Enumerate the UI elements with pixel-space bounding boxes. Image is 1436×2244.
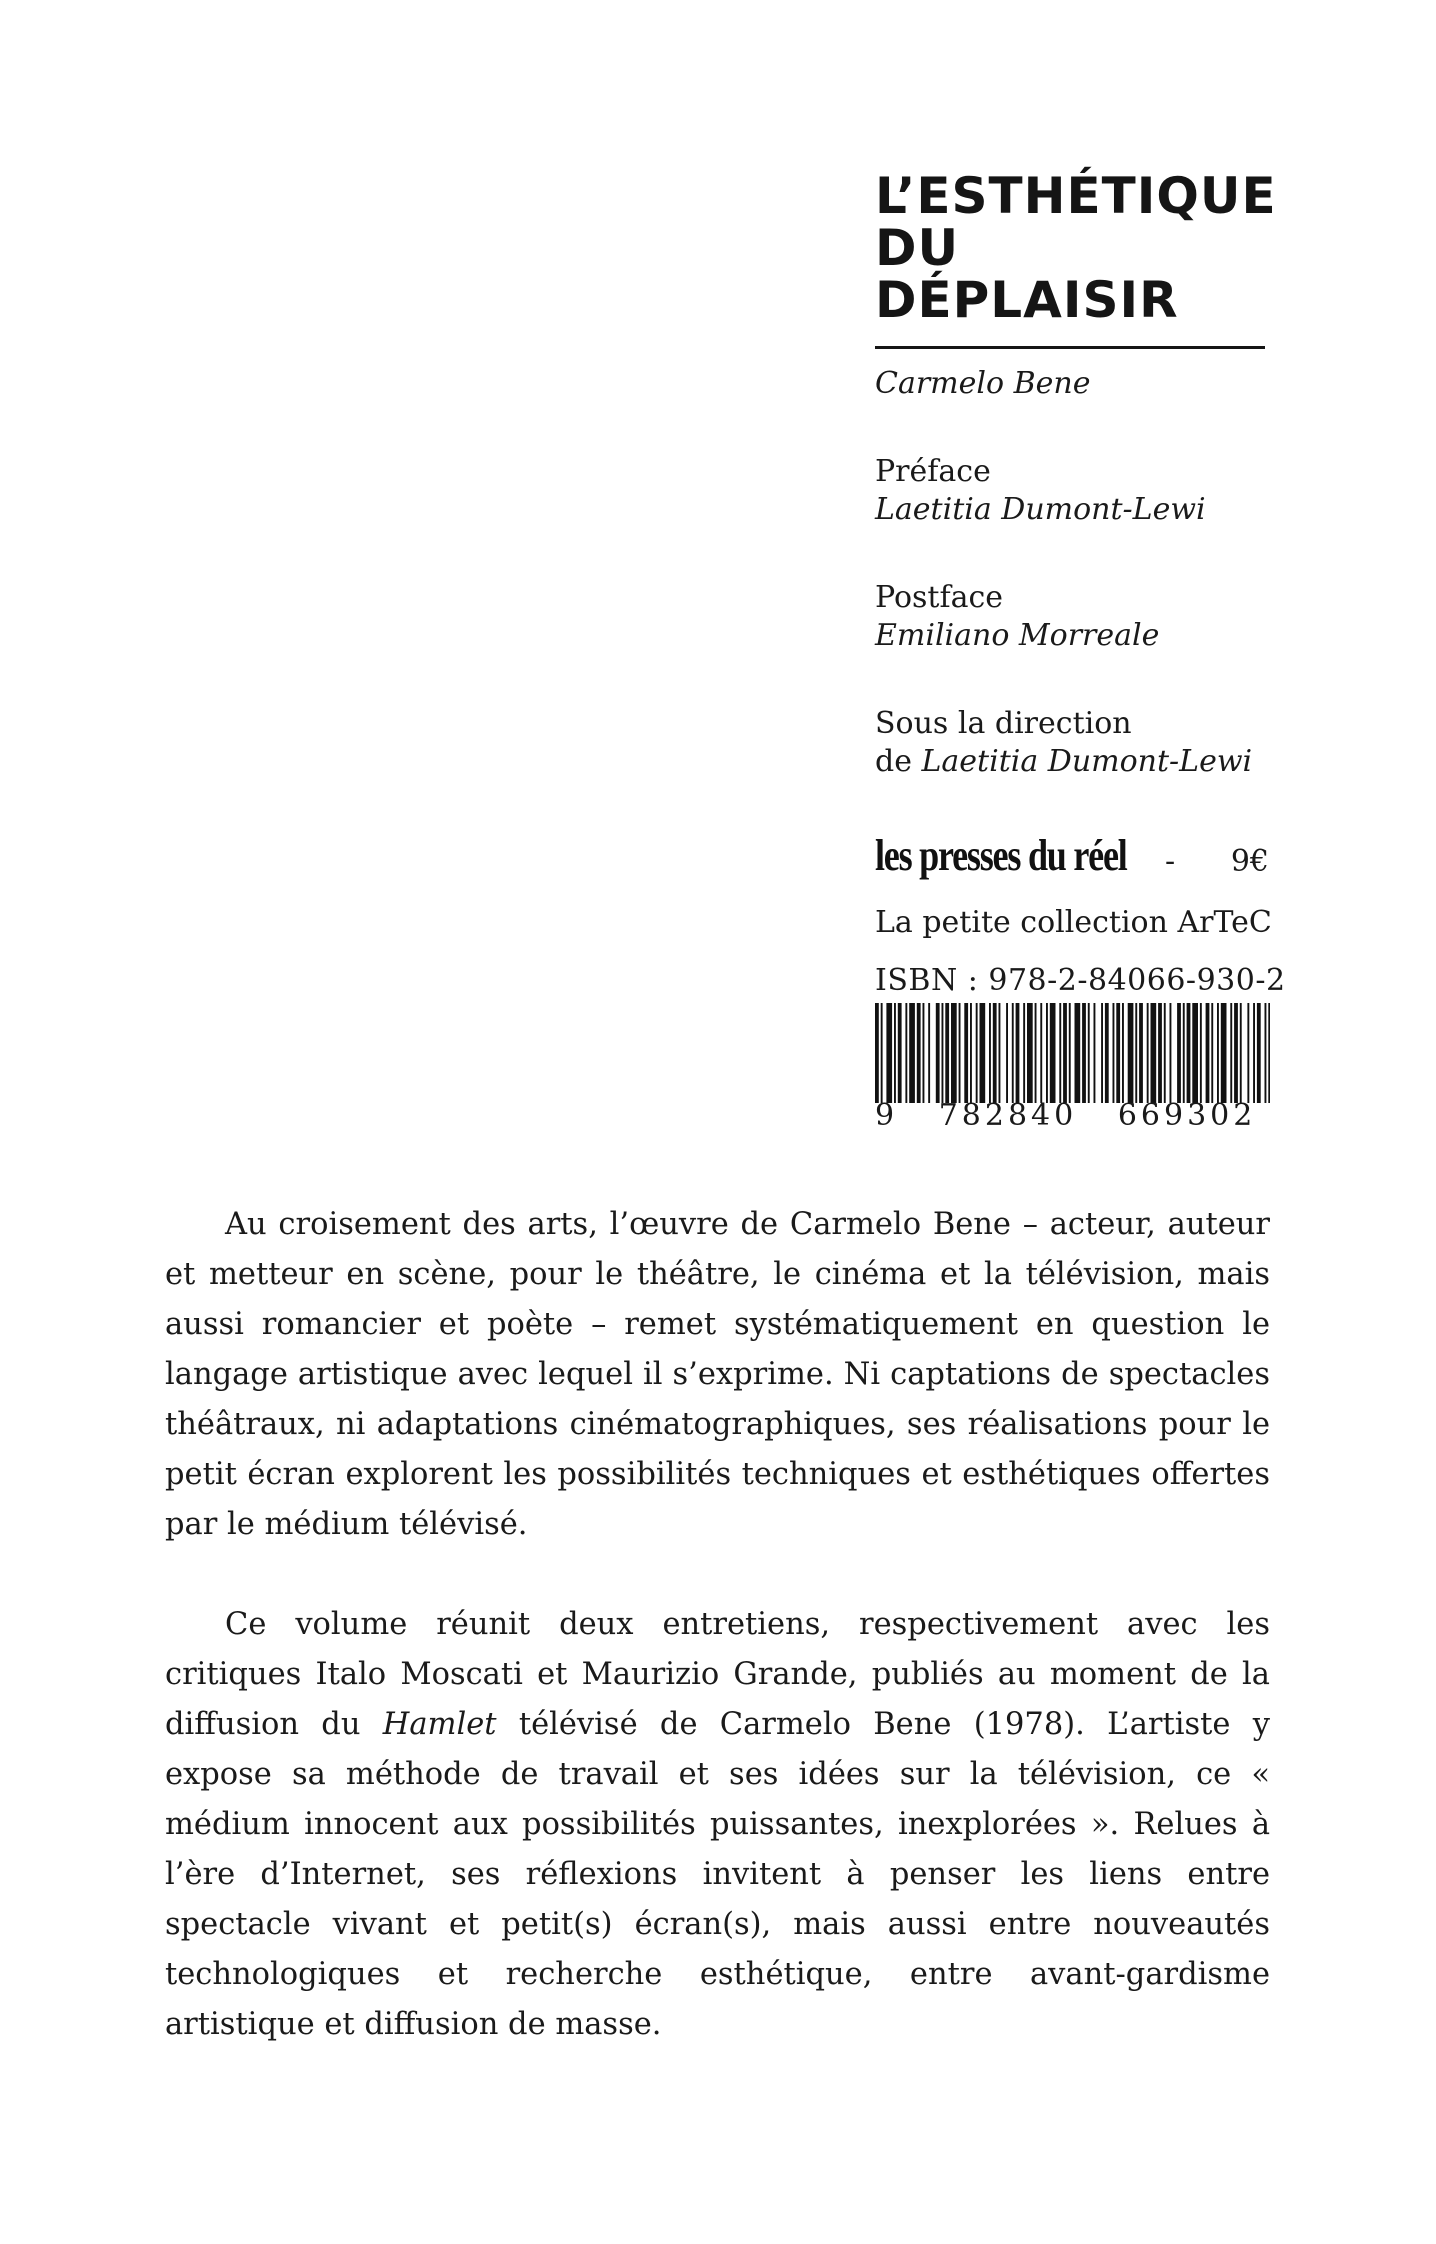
barcode-bar bbox=[1023, 1003, 1025, 1103]
postface-name: Emiliano Morreale bbox=[875, 618, 1160, 653]
barcode-bar bbox=[1082, 1003, 1086, 1103]
barcode-bar bbox=[1088, 1003, 1090, 1103]
barcode-bar bbox=[1158, 1003, 1162, 1103]
barcode-bar bbox=[886, 1003, 892, 1103]
barcode-bar bbox=[1211, 1003, 1213, 1103]
title-divider bbox=[875, 346, 1265, 349]
paragraph-2 bbox=[165, 1600, 1270, 2050]
barcode-bar bbox=[1069, 1003, 1071, 1103]
barcode-bar bbox=[1050, 1003, 1056, 1103]
barcode-digits: 9 782840 669302 bbox=[875, 1098, 1257, 1133]
publisher-logo: les presses du réel bbox=[875, 831, 1127, 880]
title-line-2: DU bbox=[875, 219, 960, 277]
barcode-bar bbox=[1094, 1003, 1096, 1103]
isbn: ISBN : 978-2-84066-930-2 bbox=[875, 963, 1286, 998]
barcode-bar bbox=[1206, 1003, 1210, 1103]
author-credit bbox=[875, 365, 1295, 403]
barcode-bar bbox=[1187, 1003, 1191, 1103]
title-line-3: DÉPLAISIR bbox=[875, 271, 1179, 329]
barcode-bar bbox=[936, 1003, 940, 1103]
preface-credit bbox=[875, 453, 1295, 529]
collection-name: La petite collection ArTeC bbox=[875, 905, 1272, 940]
barcode-bar bbox=[1059, 1003, 1061, 1103]
paragraph-2-part-2: télévisé de Carmelo Bene (1978). L’artiste y expose sa méthode de travail et ses idées sur la télévision, ce « médium innocent aux possibilités puissantes, inexplorées ». Relues à l’ère d’Internet, ses réflexions invitent à penser les liens entre spectacle vivant et petit(s) écran(s), mais aussi entre nouveautés technologiques et recherche esthétique, entre avant-gardisme artistique et diffusion de masse. bbox=[165, 1707, 1271, 2042]
barcode-bar bbox=[1139, 1003, 1143, 1103]
barcode-bar bbox=[894, 1003, 896, 1103]
barcode-bar bbox=[1116, 1003, 1120, 1103]
barcode-bar bbox=[999, 1003, 1001, 1103]
title-line-1: L’ESTHÉTIQUE bbox=[875, 167, 1277, 225]
direction-name: Laetitia Dumont-Lewi bbox=[921, 744, 1253, 779]
postface-role: Postface bbox=[875, 580, 1004, 615]
barcode-bar bbox=[945, 1003, 949, 1103]
barcode-bar bbox=[1164, 1003, 1166, 1103]
barcode-bar bbox=[942, 1003, 944, 1103]
book-title bbox=[875, 167, 1277, 349]
preface-name: Laetitia Dumont-Lewi bbox=[875, 492, 1206, 527]
publisher-row bbox=[875, 830, 1275, 890]
back-cover-text bbox=[165, 1200, 1270, 2100]
barcode-bar bbox=[1075, 1003, 1081, 1103]
barcode-bar bbox=[993, 1003, 997, 1103]
paragraph-1: Au croisement des arts, l’œuvre de Carmelo Bene – acteur, auteur et metteur en scène, pour le théâtre, le cinéma et la télévision, mais aussi romancier et poète – remet systématiquement en question le langage artistique avec lequel il s’exprime. Ni captations de spectacles théâtraux, ni adaptations cinématographiques, ses réalisations pour le petit écran explorent les possibilités techniques et esthétiques offertes par le médium télévisé. bbox=[165, 1207, 1270, 1542]
barcode-bar bbox=[1192, 1003, 1198, 1103]
barcode-bar bbox=[970, 1003, 972, 1103]
barcode-bar bbox=[905, 1003, 907, 1103]
barcode-bar bbox=[928, 1003, 930, 1103]
postface-credit bbox=[875, 579, 1295, 655]
barcode-bar bbox=[1247, 1003, 1249, 1103]
barcode-bar bbox=[917, 1003, 921, 1103]
barcode-bar bbox=[951, 1003, 957, 1103]
barcode-bar bbox=[881, 1003, 883, 1103]
barcode-bar bbox=[1257, 1003, 1261, 1103]
barcode-bar bbox=[964, 1003, 968, 1103]
barcode-bar bbox=[1101, 1003, 1103, 1103]
hamlet-title: Hamlet bbox=[382, 1707, 497, 1742]
barcode-bar bbox=[1128, 1003, 1134, 1103]
barcode-bar bbox=[1234, 1003, 1238, 1103]
direction-prefix: de bbox=[875, 744, 922, 779]
barcode-bar bbox=[1105, 1003, 1109, 1103]
barcode-bar bbox=[1221, 1003, 1227, 1103]
preface-role: Préface bbox=[875, 454, 991, 489]
barcode-bar bbox=[1217, 1003, 1219, 1103]
barcode-bar bbox=[1147, 1003, 1149, 1103]
barcode-bar bbox=[959, 1003, 961, 1103]
barcode-bar bbox=[1230, 1003, 1232, 1103]
barcode-bar bbox=[1046, 1003, 1048, 1103]
credits bbox=[875, 365, 1295, 831]
price: 9€ bbox=[1230, 844, 1269, 879]
barcode-bar bbox=[1151, 1003, 1157, 1103]
barcode-bar bbox=[1006, 1003, 1008, 1103]
barcode-bar bbox=[1063, 1003, 1067, 1103]
barcode-bar bbox=[1268, 1003, 1270, 1103]
barcode-bar bbox=[1040, 1003, 1042, 1103]
author-name: Carmelo Bene bbox=[875, 366, 1091, 401]
direction-credit bbox=[875, 705, 1295, 781]
barcode-bar bbox=[923, 1003, 925, 1103]
barcode-bar bbox=[976, 1003, 978, 1103]
barcode-bar bbox=[1016, 1003, 1020, 1103]
barcode-bar bbox=[1170, 1003, 1172, 1103]
barcode-bar bbox=[1177, 1003, 1181, 1103]
barcode-bar bbox=[1113, 1003, 1115, 1103]
direction-role: Sous la direction bbox=[875, 706, 1132, 741]
barcode-bar bbox=[1135, 1003, 1137, 1103]
barcode-bar bbox=[909, 1003, 915, 1103]
barcode-bar bbox=[1035, 1003, 1037, 1103]
barcode-bar bbox=[989, 1003, 991, 1103]
barcode-bar bbox=[875, 1003, 879, 1103]
paragraph-2-part-1: Ce volume réunit deux entretiens, respectivement avec les critiques Italo Moscati et Maurizio Grande, publiés au moment de la diffusion du bbox=[165, 1607, 1270, 1742]
barcode-bar bbox=[1122, 1003, 1124, 1103]
price-separator: - bbox=[1165, 844, 1176, 879]
barcode-bar bbox=[1200, 1003, 1202, 1103]
barcode-bar bbox=[980, 1003, 986, 1103]
barcode-bar bbox=[1240, 1003, 1242, 1103]
barcode-bar bbox=[1253, 1003, 1255, 1103]
barcode bbox=[875, 1003, 1270, 1103]
barcode-bar bbox=[898, 1003, 902, 1103]
barcode-bar bbox=[1265, 1003, 1267, 1103]
barcode-bar bbox=[1012, 1003, 1014, 1103]
barcode-bar bbox=[1183, 1003, 1185, 1103]
barcode-bar bbox=[1027, 1003, 1033, 1103]
